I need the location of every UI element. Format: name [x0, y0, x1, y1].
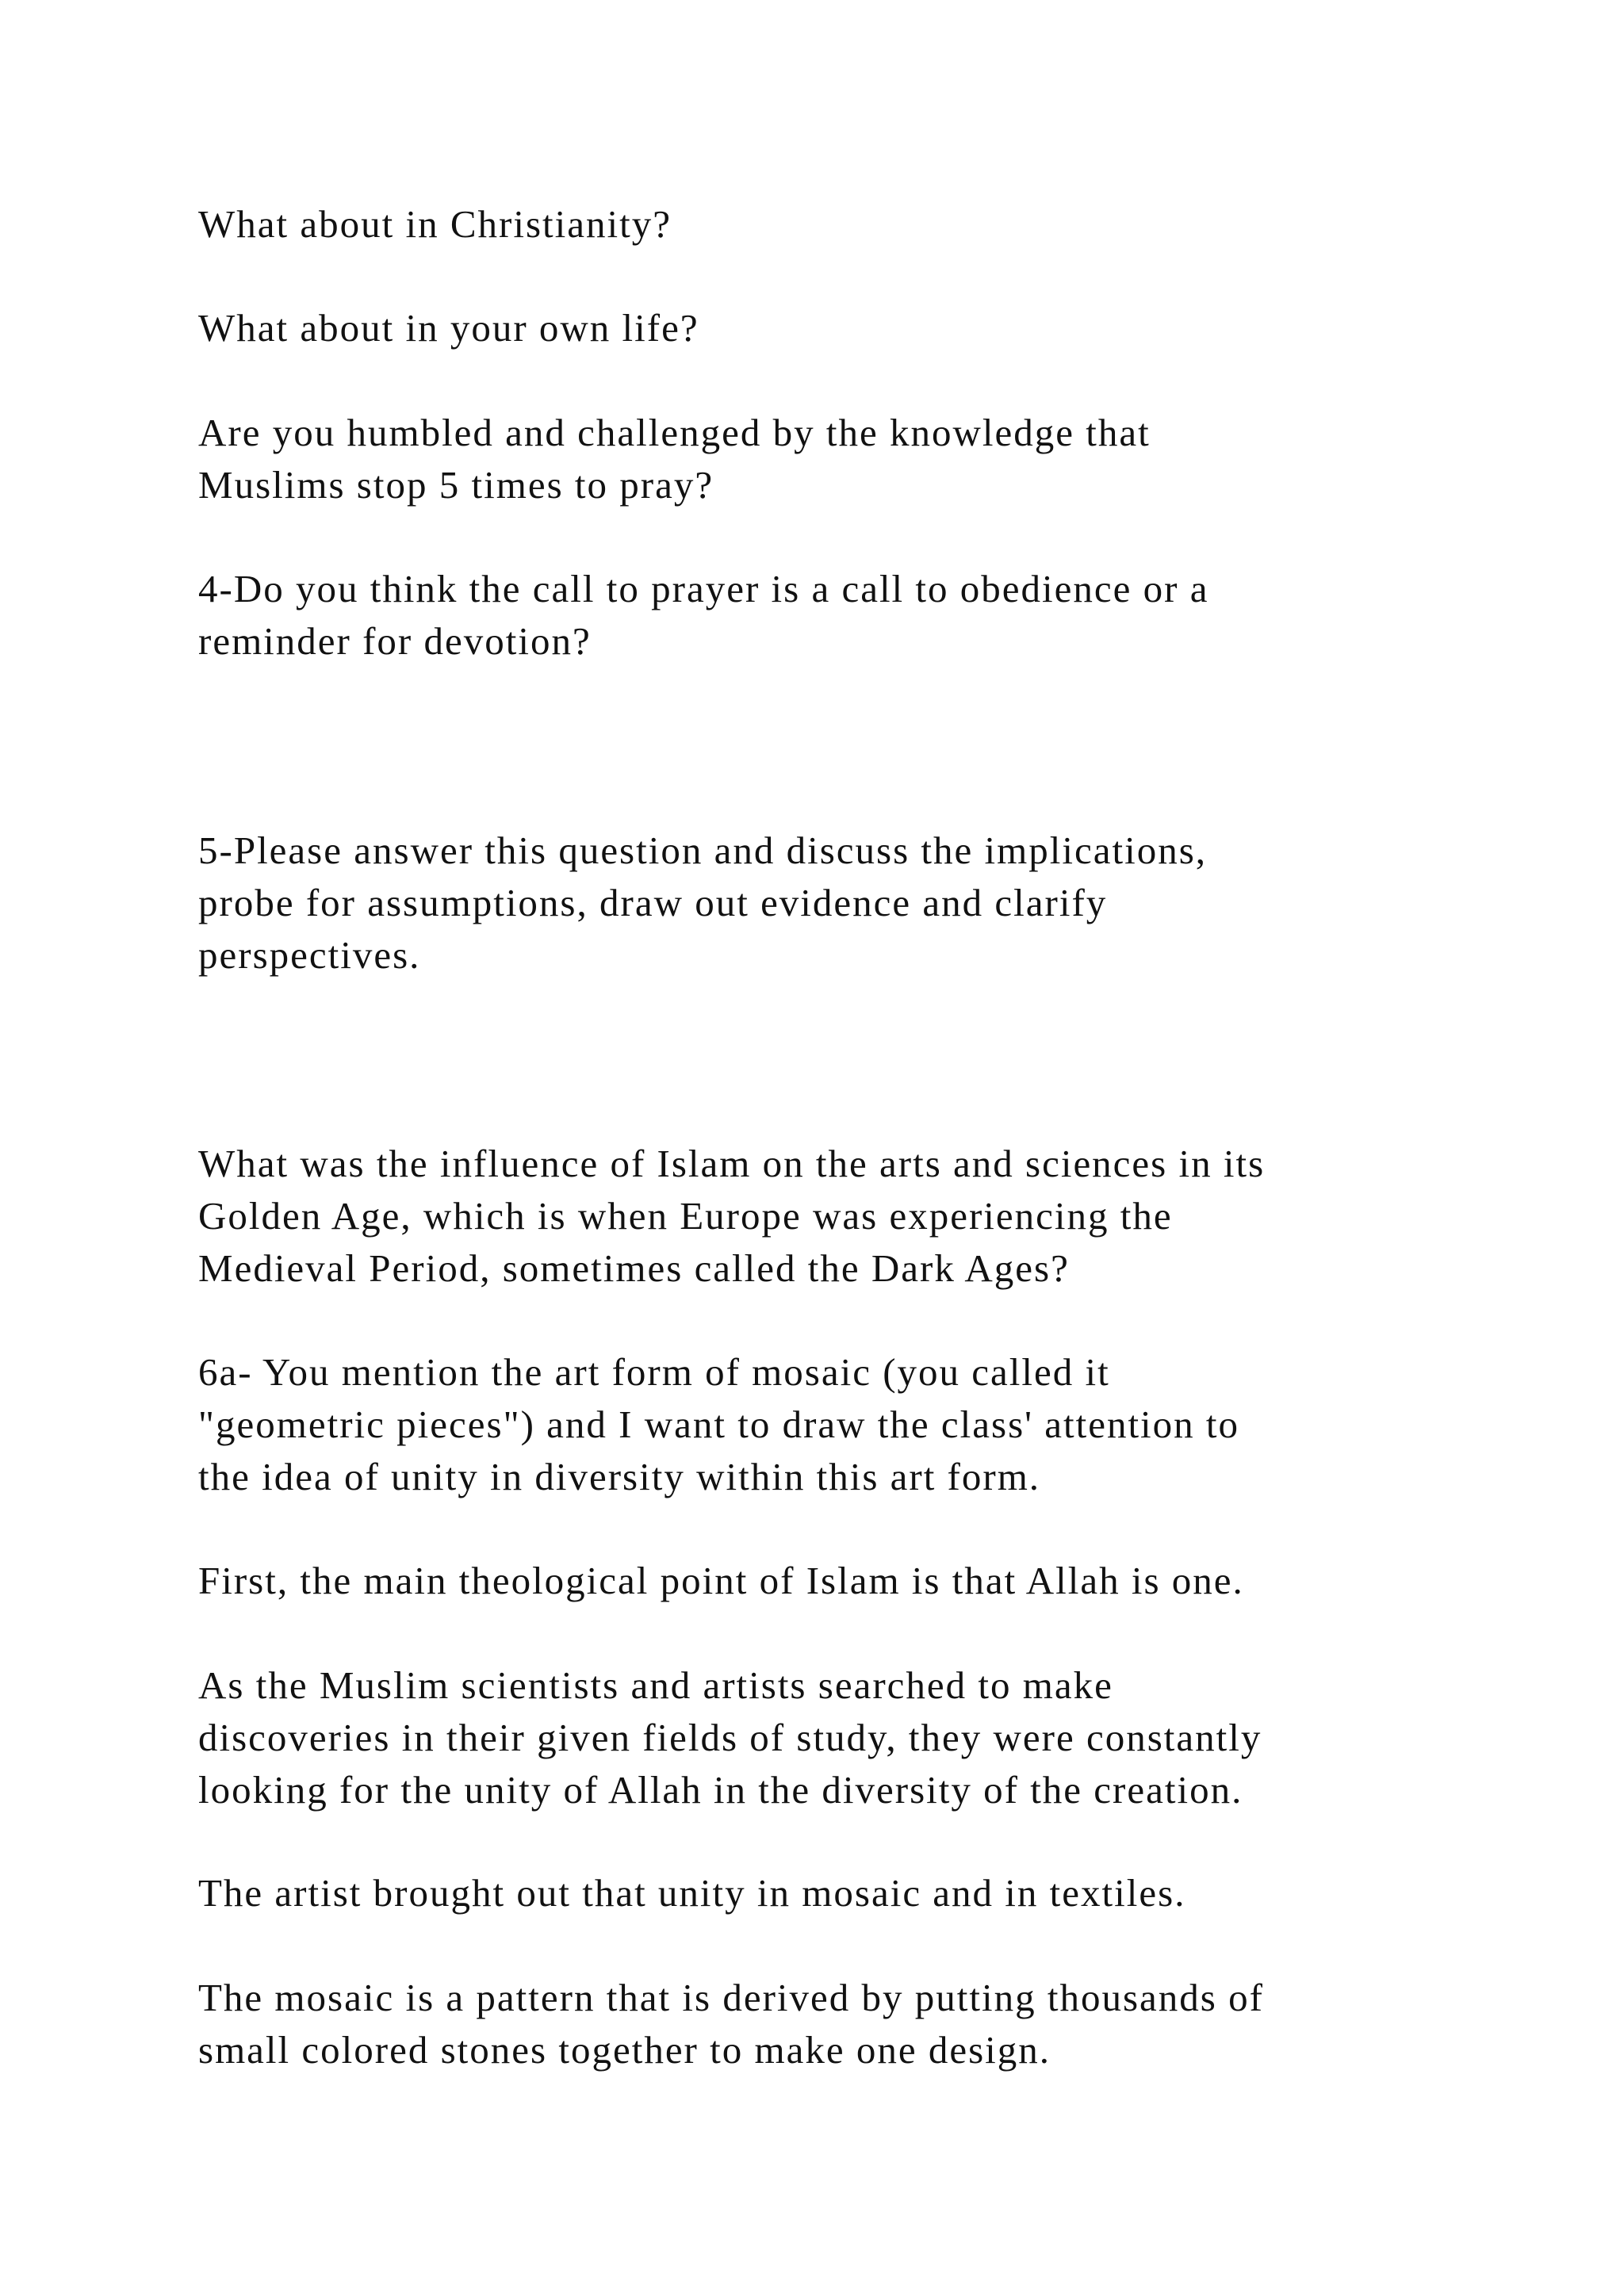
- paragraph-christianity-question: What about in Christianity?: [198, 202, 672, 246]
- paragraph-6a-mosaic: 6a- You mention the art form of mosaic (you called it "geometric pieces") and I want to draw the class' attention to the idea of unity in diversity within this art form.: [198, 1350, 1240, 1498]
- paragraph-artist-unity: The artist brought out that unity in mosaic and in textiles.: [198, 1871, 1186, 1915]
- paragraph-own-life-question: What about in your own life?: [198, 306, 699, 350]
- paragraph-allah-is-one: First, the main theological point of Islam is that Allah is one.: [198, 1559, 1244, 1602]
- paragraph-scientists-artists: As the Muslim scientists and artists searched to make discoveries in their given fields of study, they were constantly looking for the unity of Allah in the diversity of the creation.: [198, 1663, 1262, 1812]
- paragraph-mosaic-pattern: The mosaic is a pattern that is derived by putting thousands of small colored stones together to make one design.: [198, 1976, 1264, 2072]
- paragraph-golden-age-question: What was the influence of Islam on the arts and sciences in its Golden Age, which is when Europe was experiencing the Medieval Period, sometimes called the Dark Ages?: [198, 1142, 1266, 1290]
- paragraph-humbled-question: Are you humbled and challenged by the knowledge that Muslims stop 5 times to pray?: [198, 411, 1151, 507]
- paragraph-question-4: 4-Do you think the call to prayer is a call to obedience or a reminder for devotion?: [198, 567, 1209, 663]
- paragraph-question-5: 5-Please answer this question and discuss the implications, probe for assumptions, draw out evidence and clarify perspectives.: [198, 828, 1208, 977]
